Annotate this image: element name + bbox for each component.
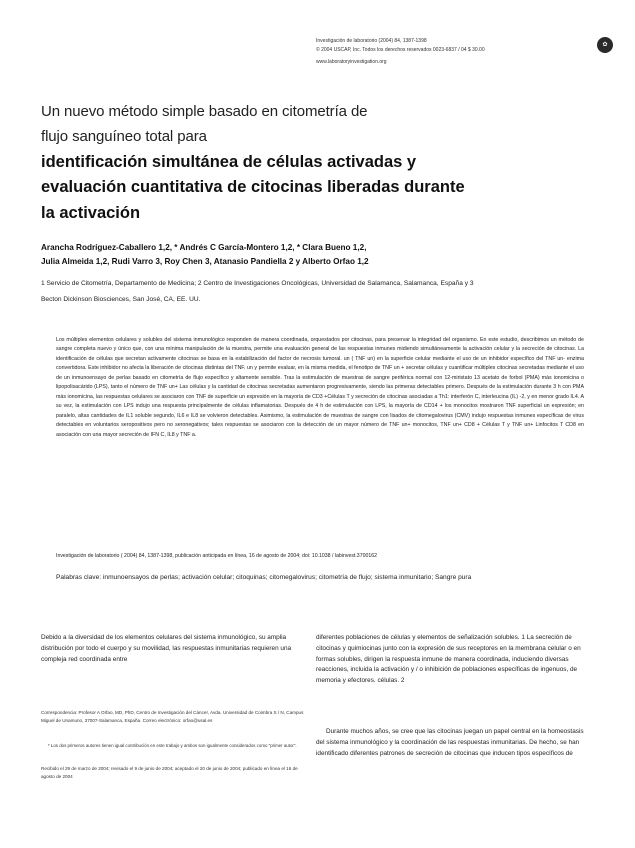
equal-contribution-note: * Los dos primeros autores tienen igual contribución en este trabajo y ambos son igualmente considerados como "primer autor". (48, 743, 297, 748)
keywords (56, 574, 471, 581)
title-bold-line-1: identificación simultánea de células activadas y (41, 153, 417, 171)
authors-line-2: Julia Almeida 1,2, Rudi Varro 3, Roy Chen 3, Atanasio Pandiella 2 y Alberto Orfao 1,2 (41, 257, 369, 266)
authors-line-1: Arancha Rodríguez-Caballero 1,2, * Andrés C García-Montero 1,2, * Clara Bueno 1,2, (41, 243, 367, 252)
body-right-paragraph-1: diferentes poblaciones de células y elementos de señalización solubles. 1 La secreción de citocinas y quimiocinas junto con la expresión de sus receptores en la membrana celular o en formas solubles, dirigen la respuesta inmune de manera coordinada, induciendo diversas reacciones, incluida la activación y / o inhibición de poblaciones específicas de ingenuos, de memoria y efectores. células. 2 (316, 634, 581, 685)
received-dates-note: Recibido el 29 de marzo de 2004; revisado el 9 de junio de 2004; aceptado el 20 de junio de 2004; publicado en línea el 16 de agosto de 2004 (41, 766, 298, 779)
copyright-line: © 2004 USCAP, Inc. Todos los derechos reservados 0023-6837 / 04 $ 30.00 (316, 47, 485, 53)
title-bold-line-3: la activación (41, 204, 141, 222)
body-left-paragraph: Debido a la diversidad de los elementos celulares del sistema inmunológico, su amplia distribución por todo el cuerpo y su movilidad, las respuestas inmunitarias requieren una compleja red coordinada entre (41, 634, 292, 663)
journal-citation-header: Investigación de laboratorio (2004) 84, 1387-1398 (316, 38, 427, 44)
correspondence-note: Correspondencia: Profesor A Orfao, MD, PhD, Centro de Investigación del Cáncer, Avda. Universidad de Coimbra S / N, Campus Miguel de Unamuno, 37007-Salamanca, España. Correo electrónico: orfao@usal.es (41, 710, 304, 723)
journal-url[interactable]: www.laboratoryinvestigation.org (316, 59, 387, 65)
title-light-line-1: Un nuevo método simple basado en citometría de (41, 103, 368, 120)
affiliation-line-2: Becton Dickinson Biosciences, San José, CA, EE. UU. (41, 296, 201, 303)
article-citation: Investigación de laboratorio ( 2004) 84, 1387-1398, publicación anticipada en línea, 16 de agosto de 2004; doi: 10.1038 / labinvest.3700162 (56, 553, 377, 559)
affiliation-line-1: 1 Servicio de Citometría, Departamento de Medicina; 2 Centro de Investigaciones Oncológicas, Universidad de Salamanca, Salamanca, España y 3 (41, 280, 474, 287)
abstract: Los múltiples elementos celulares y solubles del sistema inmunológico responden de manera coordinada, orquestados por citocinas, para preservar la integridad del organismo. En este estudio, describimos un método de sangre completa nuevo y único que, con una mínima manipulación de la muestra, permite una evaluación general de las respuestas inmunes midiendo simultáneamente la activación celular y la secreción de citocinas. La identificación de células que secretan activamente citocinas se basa en la estabilización del factor de necrosis tumoral. un ( TNF un) en la superficie celular mediante el uso de un inhibidor específico del TNF un- enzima convertidora. Este inhibidor no afecta la liberación de citocinas distintas del TNF. un y permite evaluar, en la misma medida, el fenotipo de TNF un + secretar células y cuantificar múltiples citocinas secretadas mediante el uso de un inmunoensayo de perlas basado en citometría de flujo específico y altamente sensible. Tras la estimulación de muestras de sangre periférica normal con 12-miristato 13 acetato de forbol (PMA) más ionomicina o lipopolisacárido (LPS), tanto el número de TNF un+ Las células y la cantidad de citocinas secretadas aumentaron progresivamente, siendo las primeras detectables primero. Después de la estimulación durante 3 h con PMA más ionomicina, las respuestas celulares se asociaron con TNF de superficie un expresión en la mayoría de CD3 +Células T y secreción de citocinas asociadas a Th1: interferón C, interleucina (IL) -2, y en menor grado IL4. A su vez, la estimulación con LPS indujo una respuesta principalmente de células inflamatorias. Después de 4 h de estimulación con LPS, la mayoría de CD14 + los monocitos mostraron TNF superficial un expresión; en paralelo, altas cantidades de IL1 soluble segundo, IL6 e IL8 se volvieron detectables. Asimismo, la estimulación de muestras de sangre con lisados de citomegalovirus (CMV) indujo respuestas inmunes específicas de virus detectables en voluntarios seropositivos pero no seronegativos; tales respuestas se asociaron con la detección de un mayor número de TNF un+ monocitos, TNF un+ CD8 + Células T y TNF un+ Linfocitos T CD8 en asociación con una mayor secreción de IFN C, IL8 y TNF a. (56, 337, 584, 438)
title-bold-line-2: evaluación cuantitativa de citocinas liberadas durante (41, 178, 465, 196)
title-light-line-2: flujo sanguíneo total para (41, 128, 207, 145)
publisher-logo-icon: ✿ (597, 37, 613, 53)
keywords-text: inmunoensayos de perlas; activación celular; citoquinas; citomegalovirus; citometría de flujo; sistema inmunitario; Sangre pura (102, 574, 472, 581)
keywords-label: Palabras clave: (56, 574, 102, 581)
body-right-paragraph-2: Durante muchos años, se cree que las citocinas juegan un papel central en la homeostasis del sistema inmunológico y la coordinación de las respuestas inmunitarias. De hecho, se han identificado diferentes patrones de secreción de citocinas que inducen tipos específicos de (316, 728, 584, 757)
